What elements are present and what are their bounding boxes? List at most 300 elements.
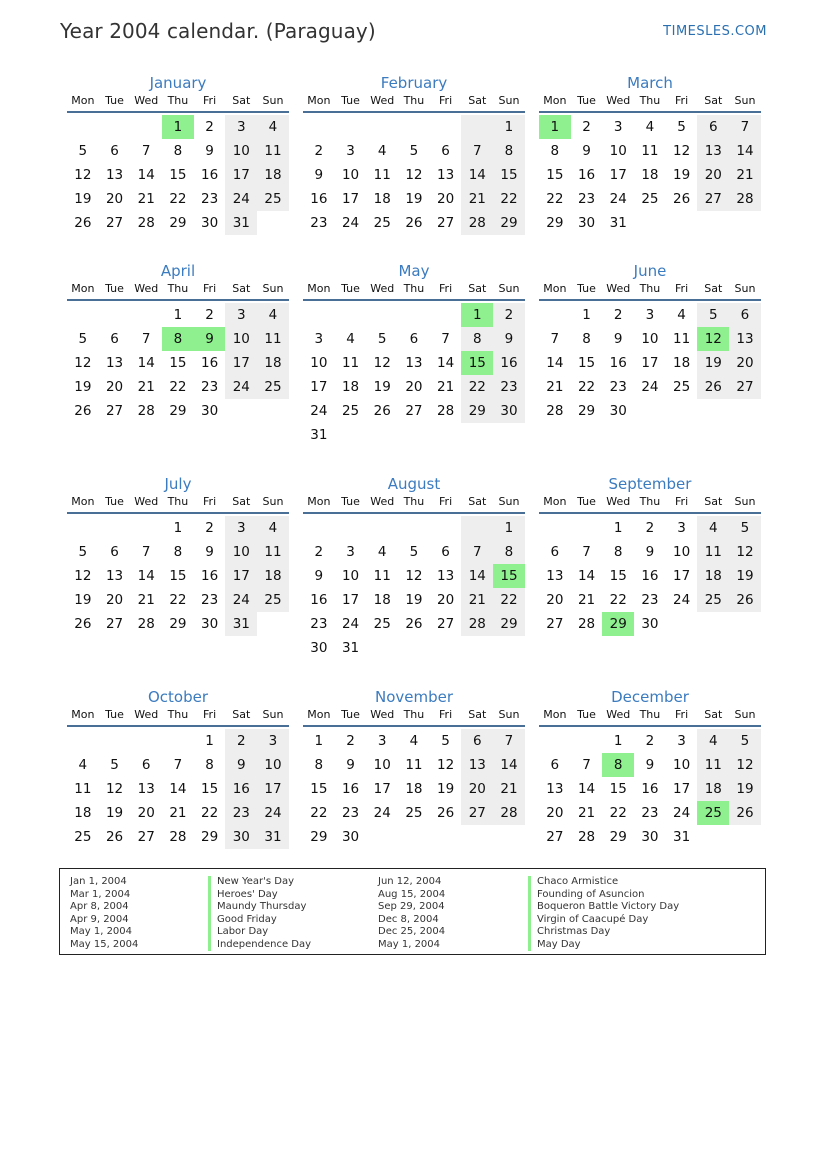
- day-cell: 22: [546, 191, 564, 207]
- day-cell: 14: [137, 355, 155, 371]
- day-cell: 8: [173, 544, 183, 560]
- day-cell: 30: [225, 825, 257, 849]
- weekday-label: Tue: [105, 282, 124, 295]
- day-cell: 24: [341, 616, 360, 632]
- day-cell: 24: [673, 592, 691, 608]
- day-cell: 10: [257, 753, 289, 777]
- day-cell: 22: [169, 379, 187, 395]
- day-cell: 5: [409, 143, 419, 159]
- weekday-label: Thu: [639, 495, 661, 508]
- weekday-label: Tue: [105, 495, 124, 508]
- month-may: [303, 261, 525, 447]
- week-row: [539, 303, 761, 327]
- weekday-label: Sun: [734, 94, 756, 107]
- empty-day-cell: [335, 516, 367, 540]
- day-cell: 3: [225, 303, 257, 327]
- week-row: [539, 399, 761, 423]
- weekday-label: Fri: [203, 708, 217, 721]
- day-cell: 18: [373, 592, 391, 608]
- weekday-label: Tue: [577, 708, 596, 721]
- day-cell: 26: [74, 616, 92, 632]
- empty-day-cell: [398, 423, 430, 447]
- day-cell: 11: [257, 139, 289, 163]
- month-name: February: [380, 74, 448, 92]
- day-cell: 14: [169, 781, 187, 797]
- day-cell: 29: [201, 829, 219, 845]
- day-cell: 28: [577, 616, 596, 632]
- week-row: [303, 540, 525, 564]
- day-cell: 14: [461, 163, 493, 187]
- week-row: [67, 801, 289, 825]
- empty-day-cell: [430, 636, 462, 660]
- weekday-label: Tue: [577, 495, 596, 508]
- legend-date: May 1, 2004: [70, 926, 133, 937]
- weekday-label: Thu: [167, 282, 189, 295]
- day-cell: 11: [257, 327, 289, 351]
- day-cell: 13: [697, 139, 729, 163]
- day-cell: 18: [74, 805, 92, 821]
- day-cell: 6: [550, 757, 560, 773]
- day-cell: 20: [405, 379, 423, 395]
- day-cell: 4: [645, 119, 655, 135]
- day-cell: 18: [641, 167, 659, 183]
- day-cell: 7: [582, 544, 591, 560]
- day-cell: 25: [257, 375, 289, 399]
- day-cell: 9: [205, 143, 214, 159]
- day-cell: 3: [225, 516, 257, 540]
- day-cell: 11: [697, 540, 729, 564]
- day-cell: 17: [673, 781, 691, 797]
- day-cell: 11: [373, 568, 391, 584]
- month-days: [67, 115, 289, 235]
- day-cell: 11: [373, 167, 391, 183]
- week-row: [539, 187, 761, 211]
- day-cell: 28: [461, 211, 493, 235]
- empty-day-cell: [225, 399, 257, 423]
- day-cell: 20: [729, 351, 761, 375]
- day-cell: 1: [539, 115, 571, 139]
- day-cell: 25: [341, 403, 360, 419]
- day-cell: 5: [729, 729, 761, 753]
- week-row: [67, 612, 289, 636]
- month-days: [539, 115, 761, 235]
- day-cell: 9: [346, 757, 355, 773]
- day-cell: 17: [341, 191, 360, 207]
- day-cell: 9: [493, 327, 525, 351]
- day-cell: 29: [169, 215, 187, 231]
- page-title: Year 2004 calendar. (Paraguay): [60, 19, 376, 43]
- legend-holiday-name: Independence Day: [208, 939, 311, 952]
- week-row: [67, 327, 289, 351]
- weekday-label: Fri: [675, 495, 689, 508]
- day-cell: 11: [641, 143, 659, 159]
- month-name: August: [387, 475, 441, 493]
- day-cell: 26: [673, 191, 691, 207]
- day-cell: 16: [310, 592, 328, 608]
- empty-day-cell: [493, 825, 525, 849]
- week-row: [303, 163, 525, 187]
- month-days: [303, 115, 525, 235]
- day-cell: 25: [74, 829, 92, 845]
- week-row: [303, 564, 525, 588]
- day-cell: 1: [173, 520, 183, 536]
- day-cell: 15: [577, 355, 596, 371]
- day-cell: 5: [78, 143, 88, 159]
- day-cell: 25: [257, 588, 289, 612]
- week-row: [539, 351, 761, 375]
- legend-holiday-name: Good Friday: [208, 914, 311, 927]
- weekday-label: Mon: [71, 708, 95, 721]
- day-cell: 24: [225, 588, 257, 612]
- day-cell: 30: [201, 616, 219, 632]
- week-row: [303, 777, 525, 801]
- day-cell: 21: [137, 191, 155, 207]
- month-name: May: [398, 262, 430, 280]
- day-cell: 22: [310, 805, 328, 821]
- empty-day-cell: [366, 636, 398, 660]
- day-cell: 7: [729, 115, 761, 139]
- brand-link[interactable]: TIMESLES.COM: [663, 24, 767, 39]
- week-row: [303, 211, 525, 235]
- week-row: [303, 729, 525, 753]
- day-cell: 19: [405, 592, 423, 608]
- day-cell: 27: [105, 403, 124, 419]
- day-cell: 13: [405, 355, 423, 371]
- week-row: [539, 801, 761, 825]
- day-cell: 6: [441, 544, 450, 560]
- day-cell: 14: [437, 355, 455, 371]
- weekday-label: Sat: [704, 94, 723, 107]
- day-cell: 19: [697, 351, 729, 375]
- day-cell: 10: [641, 331, 659, 347]
- day-cell: 28: [461, 612, 493, 636]
- week-row: [303, 115, 525, 139]
- day-cell: 23: [641, 592, 659, 608]
- day-cell: 5: [110, 757, 119, 773]
- empty-day-cell: [539, 729, 571, 753]
- day-cell: 5: [677, 119, 686, 135]
- day-cell: 26: [697, 375, 729, 399]
- empty-day-cell: [461, 115, 493, 139]
- month-september: [539, 474, 761, 636]
- weekday-label: Wed: [370, 708, 395, 721]
- day-cell: 24: [225, 187, 257, 211]
- day-cell: 4: [346, 331, 355, 347]
- weekday-label: Tue: [341, 282, 360, 295]
- week-row: [303, 801, 525, 825]
- day-cell: 7: [441, 331, 450, 347]
- legend-date: Sep 29, 2004: [378, 901, 445, 912]
- day-cell: 6: [697, 115, 729, 139]
- day-cell: 29: [577, 403, 596, 419]
- day-cell: 4: [78, 757, 88, 773]
- day-cell: 14: [461, 564, 493, 588]
- weekday-label: Tue: [105, 708, 124, 721]
- day-cell: 11: [673, 331, 691, 347]
- day-cell: 10: [225, 139, 257, 163]
- day-cell: 26: [373, 403, 391, 419]
- day-cell: 25: [673, 379, 691, 395]
- weekday-label: Mon: [71, 495, 95, 508]
- weekday-label: Sun: [262, 708, 284, 721]
- weekday-label: Fri: [439, 495, 453, 508]
- day-cell: 7: [461, 139, 493, 163]
- day-cell: 15: [493, 163, 525, 187]
- day-cell: 27: [437, 616, 455, 632]
- week-row: [67, 564, 289, 588]
- empty-day-cell: [634, 399, 666, 423]
- empty-day-cell: [430, 303, 462, 327]
- weekday-header: [539, 494, 761, 514]
- day-cell: 14: [577, 568, 596, 584]
- day-cell: 25: [697, 801, 729, 825]
- day-cell: 29: [169, 403, 187, 419]
- day-cell: 17: [673, 568, 691, 584]
- day-cell: 19: [74, 191, 92, 207]
- day-cell: 2: [205, 307, 214, 323]
- week-row: [539, 211, 761, 235]
- weekday-header: [303, 93, 525, 113]
- weekday-label: Thu: [403, 94, 425, 107]
- weekday-label: Sun: [734, 708, 756, 721]
- day-cell: 8: [205, 757, 214, 773]
- week-row: [303, 375, 525, 399]
- empty-day-cell: [366, 115, 398, 139]
- day-cell: 21: [137, 379, 155, 395]
- day-cell: 10: [341, 167, 360, 183]
- day-cell: 13: [437, 568, 455, 584]
- day-cell: 17: [641, 355, 659, 371]
- day-cell: 3: [677, 733, 686, 749]
- week-row: [539, 729, 761, 753]
- day-cell: 4: [257, 516, 289, 540]
- day-cell: 20: [546, 805, 564, 821]
- day-cell: 13: [461, 753, 493, 777]
- day-cell: 17: [225, 564, 257, 588]
- day-cell: 29: [602, 612, 634, 636]
- day-cell: 22: [201, 805, 219, 821]
- day-cell: 24: [257, 801, 289, 825]
- legend-holiday-name: Labor Day: [208, 926, 311, 939]
- weekday-label: Mon: [307, 94, 331, 107]
- empty-day-cell: [697, 612, 729, 636]
- empty-day-cell: [493, 423, 525, 447]
- day-cell: 5: [697, 303, 729, 327]
- day-cell: 26: [405, 616, 423, 632]
- day-cell: 22: [577, 379, 596, 395]
- week-row: [303, 636, 525, 660]
- weekday-label: Tue: [577, 94, 596, 107]
- day-cell: 6: [110, 143, 119, 159]
- day-cell: 29: [546, 215, 564, 231]
- day-cell: 2: [205, 520, 214, 536]
- day-cell: 21: [546, 379, 564, 395]
- day-cell: 29: [609, 829, 627, 845]
- day-cell: 30: [577, 215, 596, 231]
- week-row: [67, 588, 289, 612]
- day-cell: 15: [201, 781, 219, 797]
- day-cell: 12: [729, 753, 761, 777]
- day-cell: 19: [373, 379, 391, 395]
- legend-date: Dec 8, 2004: [378, 913, 439, 925]
- day-cell: 16: [201, 167, 219, 183]
- month-name: January: [149, 74, 207, 92]
- day-cell: 1: [613, 733, 623, 749]
- day-cell: 4: [257, 115, 289, 139]
- weekday-label: Sat: [468, 708, 487, 721]
- day-cell: 4: [409, 733, 419, 749]
- day-cell: 5: [409, 544, 419, 560]
- week-row: [67, 825, 289, 849]
- day-cell: 21: [461, 588, 493, 612]
- day-cell: 24: [641, 379, 659, 395]
- empty-day-cell: [99, 516, 131, 540]
- empty-day-cell: [303, 115, 335, 139]
- weekday-label: Tue: [577, 282, 596, 295]
- weekday-label: Fri: [203, 94, 217, 107]
- day-cell: 21: [493, 777, 525, 801]
- day-cell: 13: [437, 167, 455, 183]
- day-cell: 28: [169, 829, 187, 845]
- day-cell: 20: [461, 777, 493, 801]
- weekday-label: Wed: [370, 282, 395, 295]
- day-cell: 16: [609, 355, 627, 371]
- day-cell: 20: [105, 191, 124, 207]
- empty-day-cell: [398, 636, 430, 660]
- empty-day-cell: [303, 516, 335, 540]
- day-cell: 8: [493, 139, 525, 163]
- day-cell: 21: [729, 163, 761, 187]
- day-cell: 5: [377, 331, 387, 347]
- day-cell: 14: [493, 753, 525, 777]
- day-cell: 19: [105, 805, 124, 821]
- day-cell: 9: [205, 544, 214, 560]
- weekday-label: Sun: [498, 94, 520, 107]
- day-cell: 28: [577, 829, 596, 845]
- day-cell: 18: [257, 163, 289, 187]
- day-cell: 26: [405, 215, 423, 231]
- day-cell: 24: [225, 375, 257, 399]
- day-cell: 2: [205, 119, 214, 135]
- weekday-label: Sun: [734, 282, 756, 295]
- day-cell: 26: [437, 805, 455, 821]
- weekday-header: [67, 281, 289, 301]
- day-cell: 29: [493, 612, 525, 636]
- day-cell: 15: [461, 351, 493, 375]
- day-cell: 12: [74, 568, 92, 584]
- day-cell: 16: [577, 167, 596, 183]
- day-cell: 11: [405, 757, 423, 773]
- weekday-label: Thu: [639, 94, 661, 107]
- week-row: [539, 327, 761, 351]
- legend-holiday-name: Heroes' Day: [208, 889, 311, 902]
- empty-day-cell: [130, 303, 162, 327]
- day-cell: 9: [645, 544, 655, 560]
- day-cell: 26: [729, 588, 761, 612]
- day-cell: 3: [645, 307, 655, 323]
- legend-right-names: [528, 876, 679, 951]
- day-cell: 18: [257, 351, 289, 375]
- day-cell: 26: [105, 829, 124, 845]
- empty-day-cell: [666, 211, 698, 235]
- legend-right-dates: [378, 876, 445, 951]
- day-cell: 8: [493, 540, 525, 564]
- day-cell: 22: [493, 187, 525, 211]
- day-cell: 7: [173, 757, 183, 773]
- day-cell: 14: [137, 167, 155, 183]
- empty-day-cell: [67, 115, 99, 139]
- day-cell: 12: [74, 167, 92, 183]
- empty-day-cell: [366, 516, 398, 540]
- legend-date: May 1, 2004: [378, 938, 441, 950]
- month-name: July: [164, 475, 192, 493]
- day-cell: 12: [729, 540, 761, 564]
- month-days: [303, 729, 525, 849]
- weekday-header: [539, 93, 761, 113]
- day-cell: 17: [225, 351, 257, 375]
- empty-day-cell: [130, 729, 162, 753]
- month-december: [539, 687, 761, 849]
- day-cell: 16: [225, 777, 257, 801]
- day-cell: 21: [461, 187, 493, 211]
- month-name: April: [160, 262, 196, 280]
- week-row: [303, 327, 525, 351]
- day-cell: 21: [137, 592, 155, 608]
- day-cell: 6: [441, 143, 450, 159]
- day-cell: 6: [141, 757, 151, 773]
- empty-day-cell: [430, 115, 462, 139]
- day-cell: 9: [613, 331, 623, 347]
- empty-day-cell: [461, 636, 493, 660]
- weekday-label: Sat: [468, 282, 487, 295]
- empty-day-cell: [461, 423, 493, 447]
- day-cell: 14: [577, 781, 596, 797]
- day-cell: 4: [377, 143, 387, 159]
- legend-date: Apr 9, 2004: [70, 913, 129, 925]
- weekday-label: Fri: [439, 282, 453, 295]
- day-cell: 26: [729, 801, 761, 825]
- weekday-label: Tue: [105, 94, 124, 107]
- week-row: [303, 187, 525, 211]
- day-cell: 19: [729, 777, 761, 801]
- day-cell: 31: [310, 427, 328, 443]
- day-cell: 1: [461, 303, 493, 327]
- weekday-label: Mon: [543, 282, 567, 295]
- weekday-label: Mon: [307, 708, 331, 721]
- day-cell: 23: [201, 191, 219, 207]
- day-cell: 23: [225, 801, 257, 825]
- day-cell: 15: [493, 564, 525, 588]
- month-june: [539, 261, 761, 423]
- empty-day-cell: [729, 399, 761, 423]
- day-cell: 5: [729, 516, 761, 540]
- day-cell: 21: [577, 805, 596, 821]
- day-cell: 27: [105, 616, 124, 632]
- day-cell: 18: [697, 777, 729, 801]
- empty-day-cell: [398, 516, 430, 540]
- day-cell: 9: [314, 167, 324, 183]
- week-row: [303, 423, 525, 447]
- empty-day-cell: [430, 825, 462, 849]
- week-row: [539, 540, 761, 564]
- day-cell: 1: [162, 115, 194, 139]
- legend-date: Dec 25, 2004: [378, 926, 446, 937]
- day-cell: 18: [673, 355, 691, 371]
- day-cell: 10: [225, 540, 257, 564]
- day-cell: 24: [310, 403, 328, 419]
- week-row: [67, 375, 289, 399]
- weekday-label: Fri: [675, 282, 689, 295]
